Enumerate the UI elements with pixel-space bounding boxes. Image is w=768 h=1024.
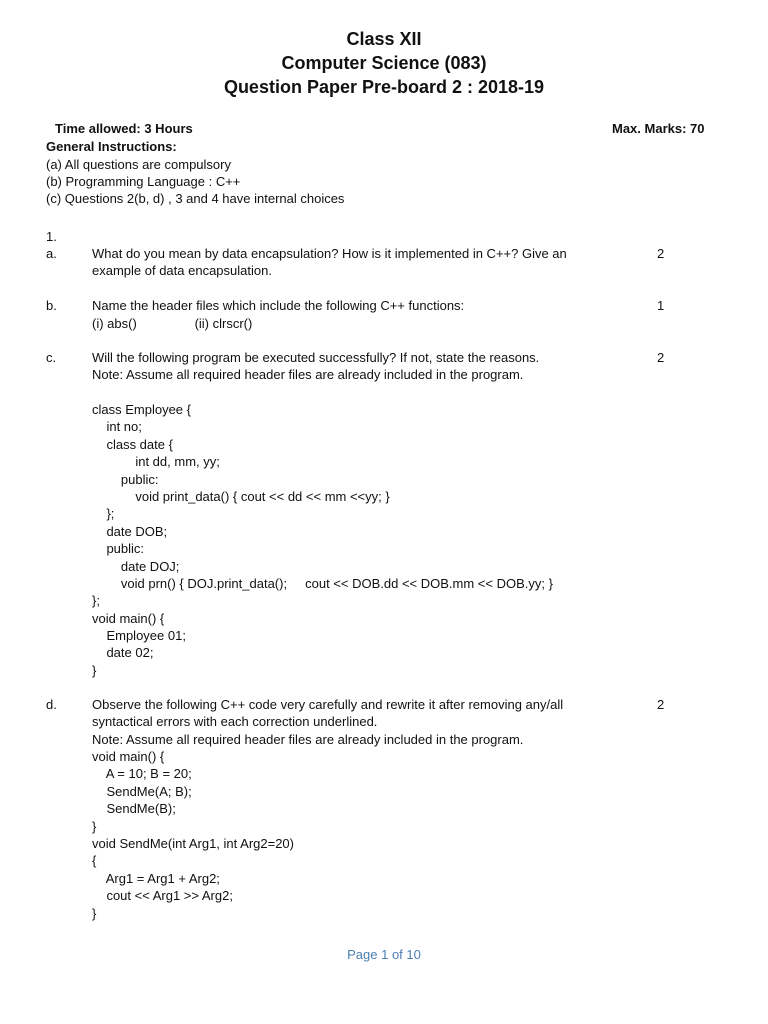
instruction-item: (b) Programming Language : C++ (46, 174, 241, 189)
part-c-code-block (92, 401, 553, 679)
question-number: 1. (46, 229, 57, 244)
code-line: class date { (92, 436, 173, 452)
code-line: int dd, mm, yy; (92, 454, 220, 470)
code-line: class Employee { (92, 402, 191, 417)
code-line: date DOB; (92, 523, 168, 539)
code-line: } (92, 818, 97, 834)
max-marks: Max. Marks: 70 (612, 121, 705, 136)
code-line: }; (92, 593, 100, 609)
code-line: public: (92, 541, 145, 557)
part-d-marks: 2 (657, 697, 665, 712)
part-c-label: c. (46, 350, 57, 365)
part-d-text-line: Note: Assume all required header files are already included in the program. (92, 732, 524, 747)
time-allowed: Time allowed: 3 Hours (55, 121, 193, 136)
part-b-label: b. (46, 298, 57, 313)
code-line: void prn() { DOJ.print_data(); cout << DOB.dd << DOB.mm << DOB.yy; } (92, 575, 553, 591)
code-line: } (92, 905, 97, 921)
code-line: cout << Arg1 >> Arg2; (92, 888, 233, 904)
code-line: void main() { (92, 749, 165, 764)
part-b-text-line: (i) abs() (ii) clrscr() (92, 316, 253, 331)
page-number: Page 1 of 10 (347, 947, 421, 962)
part-a-text-line: example of data encapsulation. (92, 263, 272, 278)
part-c-text-line: Will the following program be executed successfully? If not, state the reasons. (92, 350, 540, 365)
part-d-text-line: syntactical errors with each correction underlined. (92, 714, 378, 729)
paper-subject-title: Computer Science (083) (281, 53, 487, 73)
part-d-text-line: Observe the following C++ code very carefully and rewrite it after removing any/all (92, 697, 564, 712)
part-a-label: a. (46, 246, 57, 261)
part-b-text-line: Name the header files which include the following C++ functions: (92, 298, 465, 313)
code-line: SendMe(A; B); (92, 783, 192, 799)
code-line: Employee 01; (92, 628, 186, 644)
code-line: { (92, 853, 97, 869)
part-d-label: d. (46, 697, 57, 712)
code-line: Arg1 = Arg1 + Arg2; (92, 870, 220, 886)
code-line: date DOJ; (92, 558, 180, 574)
paper-exam-title: Question Paper Pre-board 2 : 2018-19 (223, 77, 545, 97)
code-line: int no; (92, 419, 142, 435)
code-line: A = 10; B = 20; (92, 766, 192, 782)
paper-class-title: Class XII (346, 29, 422, 49)
instructions-heading: General Instructions: (46, 139, 177, 154)
code-line: }; (92, 506, 115, 522)
code-line: SendMe(B); (92, 801, 176, 817)
instruction-item: (c) Questions 2(b, d) , 3 and 4 have internal choices (46, 191, 345, 206)
code-line: date 02; (92, 645, 154, 661)
part-a-text-line: What do you mean by data encapsulation? How is it implemented in C++? Give an (92, 246, 567, 261)
code-line: void main() { (92, 610, 165, 626)
part-d-code-block (92, 748, 294, 922)
code-line: } (92, 662, 97, 678)
code-line: void print_data() { cout << dd << mm <<yy; } (92, 488, 390, 504)
part-c-text-line: Note: Assume all required header files are already included in the program. (92, 367, 524, 382)
part-b-marks: 1 (657, 298, 665, 313)
code-line: void SendMe(int Arg1, int Arg2=20) (92, 835, 294, 851)
instruction-item: (a) All questions are compulsory (46, 157, 231, 172)
code-line: public: (92, 471, 159, 487)
part-a-marks: 2 (657, 246, 665, 261)
part-c-marks: 2 (657, 350, 665, 365)
